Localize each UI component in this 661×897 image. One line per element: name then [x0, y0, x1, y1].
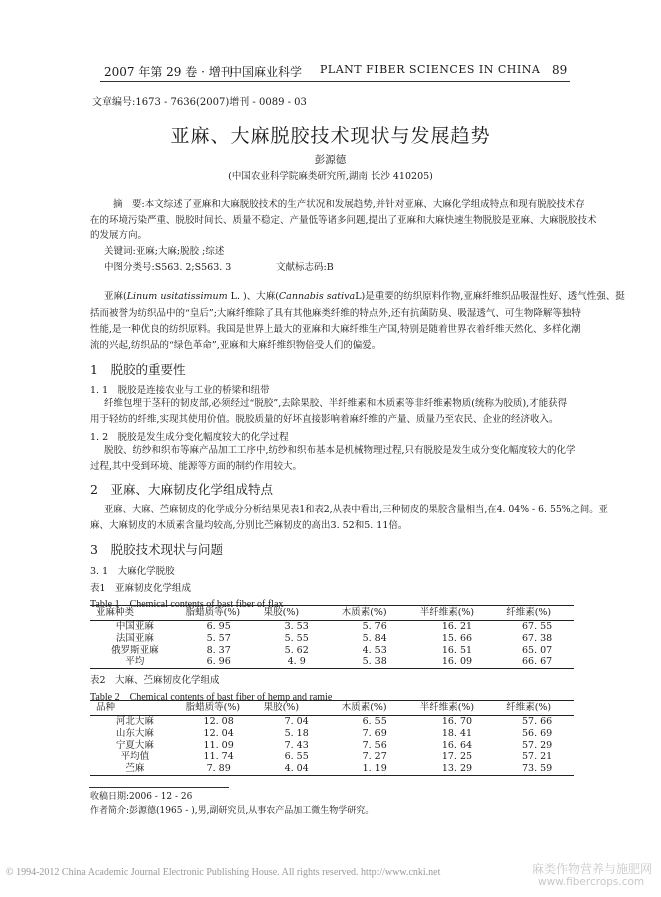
table-cell: 3. 53	[284, 621, 309, 632]
table-cell: 5. 57	[206, 632, 231, 644]
table-cell: 中国亚麻	[115, 621, 154, 632]
table-cell: 4. 9	[258, 656, 336, 668]
watermark-url: www.fibercrops.com	[538, 876, 645, 888]
article-number: 文章编号:1673 - 7636(2007)增刊 - 0089 - 03	[92, 97, 307, 108]
table-1-header: 亚麻种类	[90, 606, 180, 621]
copyright-footer: © 1994-2012 China Academic Journal Electronic Publishing House. All rights reserved. http://www.cnki.net	[6, 867, 441, 878]
table-row	[90, 656, 574, 668]
table-cell: 67. 55	[521, 621, 553, 632]
table-cell: 16. 64	[441, 739, 473, 751]
table-cell: 平均值	[120, 751, 150, 763]
table-cell: 67. 38	[521, 632, 553, 644]
table-cell: 73. 59	[500, 763, 574, 775]
header-rule	[100, 81, 570, 82]
table-2-header: 木质素(%)	[336, 701, 414, 716]
table-2-caption-en: Table 2 Chemical contents of bast fiber of hemp and ramie	[90, 692, 333, 703]
table-cell: 65. 07	[521, 644, 553, 656]
section-3-1-heading: 3. 1 大麻化学脱胶	[90, 566, 175, 577]
table-cell: 11. 09	[203, 739, 234, 751]
table-1-header: 脂蜡质等(%)	[180, 606, 258, 621]
section-1-1-line-2: 用于轻纺的纤维,实现其使用价值。脱胶质量的好坏直接影响着麻纤维的产量、质量乃至农民、企业的经济收入。	[90, 414, 559, 425]
table-cell: 12. 04	[203, 727, 234, 739]
page-number: 89	[552, 63, 568, 77]
intro-line-3: 性能,是一种优良的纺织原料。我国是世界上最大的亚麻和大麻纤维生产国,特别是随着世界衣着纤维天然化、多样化潮	[90, 324, 581, 335]
table-2-header: 半纤维素(%)	[414, 701, 500, 716]
table-1-header: 木质素(%)	[336, 606, 414, 621]
table-cell: 13. 29	[414, 763, 500, 775]
article-affiliation: (中国农业科学院麻类研究所,湖南 长沙 410205)	[228, 171, 433, 182]
table-cell: 6. 95	[206, 621, 231, 632]
table-cell: 17. 25	[441, 751, 473, 763]
table-cell: 山东大麻	[115, 727, 154, 739]
table-2-header: 脂蜡质等(%)	[180, 701, 258, 716]
table-cell: 15. 66	[441, 632, 473, 644]
table-cell: 16. 21	[441, 621, 473, 632]
section-3-heading: 3 脱胶技术现状与问题	[90, 542, 223, 557]
table-cell: 66. 67	[500, 656, 574, 668]
table-cell: 18. 41	[441, 727, 473, 739]
keywords: 关键词:亚麻;大麻;脱胶 ;综述	[104, 246, 225, 257]
table-cell: 7. 89	[180, 763, 258, 775]
table-cell: 4. 04	[258, 763, 336, 775]
table-row	[90, 763, 574, 775]
table-cell: 5. 55	[284, 632, 309, 644]
received-date: 收稿日期:2006 - 12 - 26	[90, 792, 193, 802]
header-volume: 2007 年第 29 卷 · 增刊	[104, 65, 233, 79]
table-2-caption-cn: 表2 大麻、苎麻韧皮化学组成	[90, 675, 220, 686]
watermark-cn: 麻类作物营养与施肥网	[532, 862, 653, 876]
table-1-caption-cn: 表1 亚麻韧皮化学组成	[90, 583, 192, 594]
table-cell: 16. 09	[414, 656, 500, 668]
table-cell: 7. 04	[284, 716, 309, 727]
table-cell: 11. 74	[203, 751, 234, 763]
table-cell: 6. 55	[362, 716, 387, 727]
section-2-line-2: 麻、大麻韧皮的木质素含量均较高,分别比苎麻韧皮的高出3. 52和5. 11倍。	[90, 520, 408, 531]
section-2-heading: 2 亚麻、大麻韧皮化学组成特点	[90, 482, 273, 497]
table-cell: 1. 19	[336, 763, 414, 775]
clc-number: 中图分类号:S563. 2;S563. 3	[104, 262, 232, 273]
table-cell: 16. 51	[441, 644, 473, 656]
table-2-header-row	[90, 701, 574, 716]
header-journal-cn: 中国麻业科学	[230, 65, 303, 79]
header-journal-en: PLANT FIBER SCIENCES IN CHINA	[320, 63, 541, 76]
table-row	[90, 621, 574, 633]
footnote-rule	[89, 787, 229, 788]
table-2-header: 纤维素(%)	[500, 701, 574, 716]
table-cell: 57. 21	[521, 751, 553, 763]
table-cell: 7. 43	[284, 739, 309, 751]
table-1-caption-en: Table 1 Chemical contents of bast fiber of flax	[90, 599, 284, 610]
article-author: 彭源德	[314, 154, 347, 166]
table-cell: 宁夏大麻	[115, 739, 154, 751]
table-cell: 16. 70	[441, 716, 473, 727]
table-2-header: 品种	[90, 701, 180, 716]
table-cell: 6. 55	[284, 751, 309, 763]
table-cell: 法国亚麻	[115, 632, 154, 644]
section-1-1-heading: 1. 1 脱胶是连接农业与工业的桥梁和纽带	[90, 385, 270, 396]
table-1-header: 半纤维素(%)	[414, 606, 500, 621]
table-cell: 5. 84	[362, 632, 387, 644]
table-row	[90, 716, 574, 728]
section-1-2-line-2: 过程,其中受到环境、能源等方面的制约作用较大。	[90, 461, 303, 472]
section-1-1-line-1: 纤维包埋于茎秆的韧皮部,必须经过“脱胶”,去除果胶、半纤维素和木质素等非纤维素物质(统称为胶质),才能获得	[104, 398, 568, 409]
table-cell: 俄罗斯亚麻	[111, 644, 159, 656]
table-row	[90, 633, 574, 645]
section-1-2-line-1: 脱胶、纺纱和织布等麻产品加工工序中,纺纱和织布基本是机械物理过程,只有脱胶是发生成分变化幅度较大的化学	[104, 445, 576, 456]
table-cell: 4. 53	[362, 644, 387, 656]
table-1-header-row	[90, 606, 574, 621]
author-bio: 作者简介:彭源德(1965 - ),男,副研究员,从事农产品加工微生物学研究。	[90, 806, 375, 816]
table-cell: 7. 69	[362, 727, 387, 739]
table-cell: 6. 96	[180, 656, 258, 668]
table-1-header: 纤维素(%)	[500, 606, 574, 621]
section-2-line-1: 亚麻、大麻、苎麻韧皮的化学成分分析结果见表1和表2,从表中看出,三种韧皮的果胶含量相当,在4. 04% - 6. 55%之间。亚	[104, 504, 608, 515]
intro-line-4: 流的兴起,纺织品的“绿色革命”,亚麻和大麻纤维织物倍受人们的偏爱。	[90, 340, 382, 351]
table-1	[90, 605, 574, 669]
table-row	[90, 751, 574, 763]
table-2-header: 果胶(%)	[258, 701, 336, 716]
table-row	[90, 645, 574, 657]
abstract-line-3: 的发展方向。	[90, 230, 148, 241]
table-cell: 57. 66	[521, 716, 553, 727]
table-cell: 56. 69	[521, 727, 553, 739]
latin-name-linum: Linum usitatissimum	[126, 291, 228, 302]
table-cell: 平均	[90, 656, 180, 668]
table-cell: 5. 76	[362, 621, 387, 632]
table-cell: 57. 29	[521, 739, 553, 751]
table-cell: 5. 62	[284, 644, 309, 656]
intro-line-1: 亚麻(Linum usitatissimum L. )、大麻(Cannabis sativaL)是重要的纺织原料作物,亚麻纤维织品吸湿性好、透气性强、挺	[104, 291, 625, 302]
table-cell: 苎麻	[90, 763, 180, 775]
table-cell: 7. 56	[362, 739, 387, 751]
section-1-2-heading: 1. 2 脱胶是发生成分变化幅度较大的化学过程	[90, 432, 289, 443]
abstract-line-1: 摘 要:本文综述了亚麻和大麻脱胶技术的生产状况和发展趋势,并针对亚麻、大麻化学组成特点和现有脱胶技术存	[113, 199, 585, 210]
table-cell: 河北大麻	[115, 716, 154, 727]
abstract-line-2: 在的环境污染严重、脱胶时间长、质量不稳定、产量低等诸多问题,提出了亚麻和大麻快速生物脱胶是亚麻、大麻脱胶技术	[90, 215, 597, 226]
table-row	[90, 740, 574, 752]
table-row	[90, 728, 574, 740]
article-title: 亚麻、大麻脱胶技术现状与发展趋势	[170, 125, 491, 147]
table-cell: 12. 08	[203, 716, 234, 727]
table-cell: 5. 18	[284, 727, 309, 739]
intro-line-2: 括而被誉为纺织品中的“皇后”;大麻纤维除了具有其他麻类纤维的特点外,还有抗菌防臭、吸湿透气、可生物降解等独特	[90, 308, 581, 319]
section-1-heading: 1 脱胶的重要性	[90, 362, 186, 377]
table-cell: 5. 38	[336, 656, 414, 668]
document-code: 文献标志码:B	[276, 262, 334, 273]
table-cell: 7. 27	[362, 751, 387, 763]
table-2	[90, 700, 574, 776]
latin-name-cannabis: Cannabis sativa	[278, 291, 356, 302]
table-cell: 8. 37	[206, 644, 231, 656]
table-1-header: 果胶(%)	[258, 606, 336, 621]
